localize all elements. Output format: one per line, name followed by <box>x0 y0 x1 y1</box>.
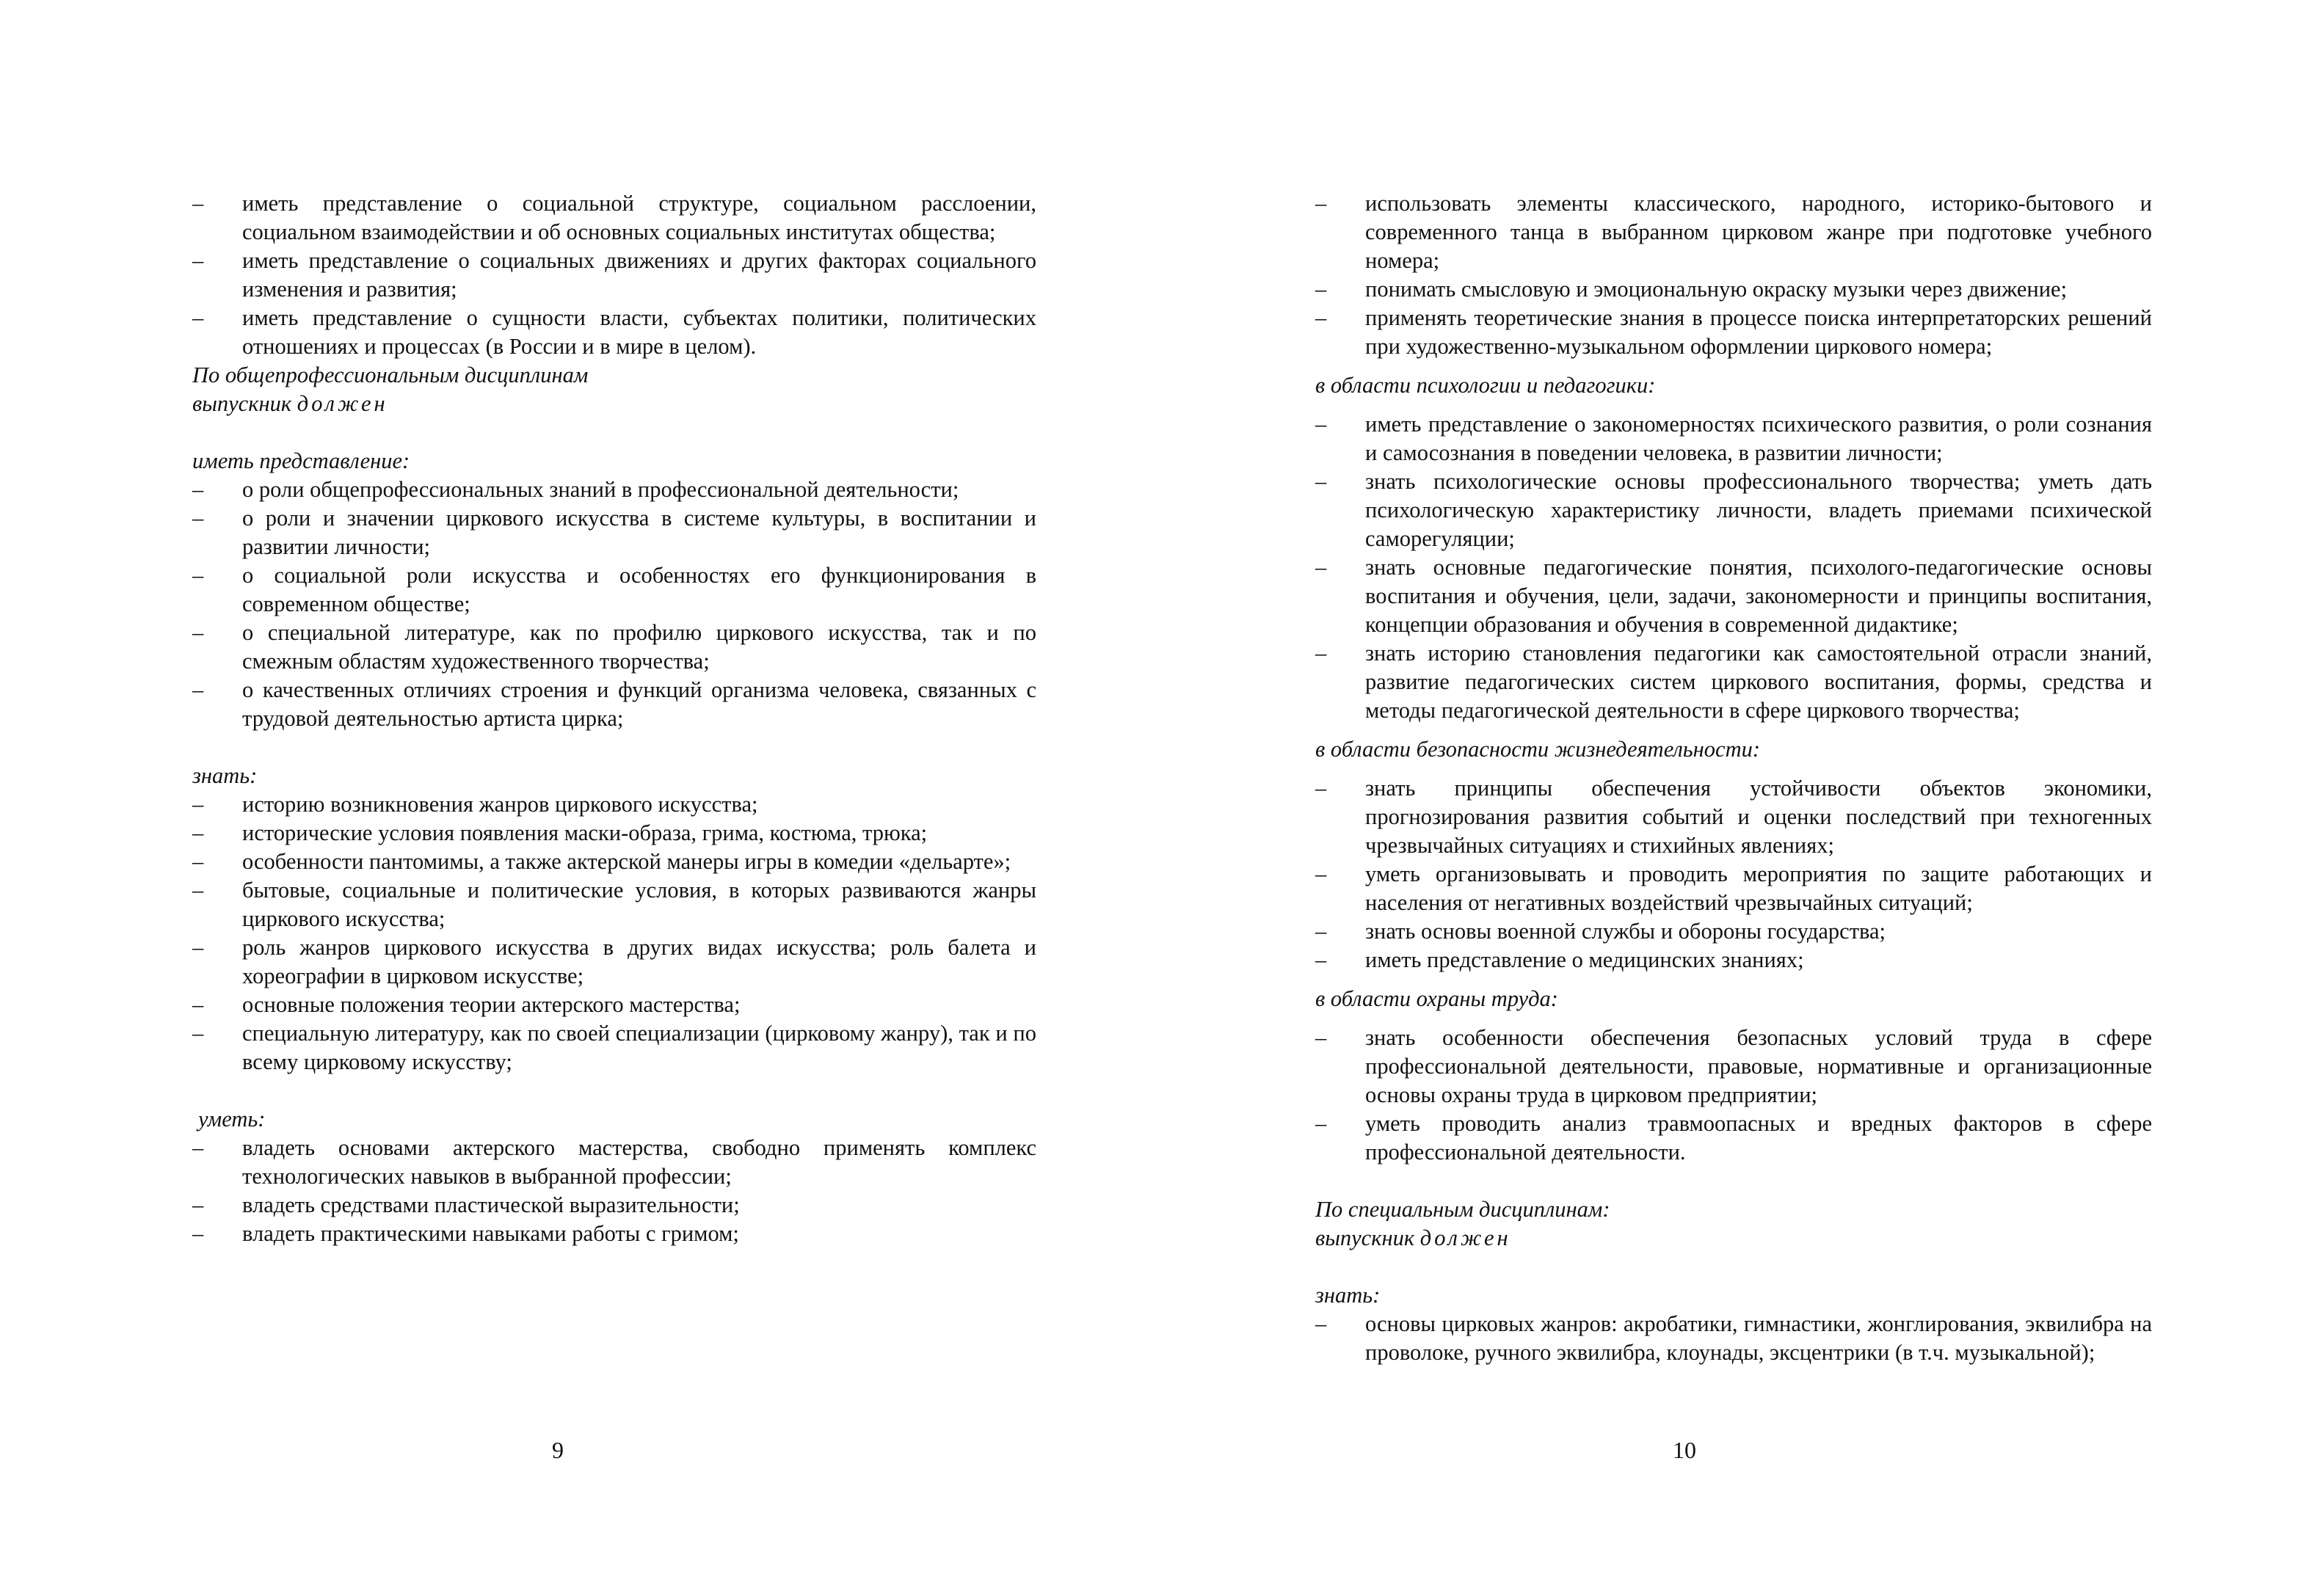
dash-bullet: – <box>192 563 204 588</box>
special-know-list <box>1315 1310 2152 1367</box>
list-item <box>192 304 1036 361</box>
list-item <box>192 619 1036 676</box>
list-item-text: владеть основами актерского мастерства, свободно применять комплекс технологических навыков в выбранной профессии; <box>242 1135 1036 1189</box>
list-item <box>192 676 1036 733</box>
labor-protection-list <box>1315 1024 2152 1167</box>
subheading-labor-protection: в области охраны труда: <box>1315 986 1558 1011</box>
list-item <box>192 819 1036 848</box>
page-number: 9 <box>552 1437 564 1463</box>
list-item <box>192 1220 1036 1248</box>
dash-bullet: – <box>1315 469 1327 494</box>
list-item <box>192 991 1036 1019</box>
general-disciplines-heading: По общепрофессиональным дисциплинам <box>192 362 589 387</box>
list-item <box>1315 860 2152 917</box>
list-item-text: применять теоретические знания в процессе поиска интерпретаторских решений при художественно-музыкальном оформлении циркового номера; <box>1365 305 2152 359</box>
dash-bullet: – <box>1315 919 1327 944</box>
dash-bullet: – <box>192 248 204 273</box>
dash-bullet: – <box>192 1135 204 1160</box>
list-item-text: основы цирковых жанров: акробатики, гимнастики, жонглирования, эквилибра на проволоке, ручного эквилибра, клоунады, эксцентрики (в т.ч. музыкальной); <box>1365 1311 2152 1365</box>
page-number: 10 <box>1673 1437 1696 1463</box>
list-item <box>1315 1109 2152 1167</box>
dash-bullet: – <box>1315 191 1327 216</box>
graduate-must-line <box>192 390 1036 418</box>
list-item <box>192 247 1036 304</box>
dash-bullet: – <box>1315 412 1327 437</box>
dash-bullet: – <box>1315 776 1327 801</box>
list-item <box>1315 553 2152 639</box>
psychology-list <box>1315 410 2152 725</box>
list-item-text: иметь представление о социальной структуре, социальном расслоении, социальном взаимодействии и об основных социальных институтах общества; <box>242 191 1036 244</box>
list-item <box>192 475 1036 504</box>
graduate-prefix: выпускник <box>1315 1225 1415 1250</box>
list-item <box>192 933 1036 991</box>
list-item-text: особенности пантомимы, а также актерской манеры игры в комедии «дельарте»; <box>242 849 1011 874</box>
list-item-text: знать основные педагогические понятия, психолого-педагогические основы воспитания и обучения, цели, задачи, закономерности и принципы воспитания, концепции образования и обучения в современной дидактике; <box>1365 555 2152 637</box>
list-item-text: владеть практическими навыками работы с гримом; <box>242 1221 739 1246</box>
subheading-psychology: в области психологии и педагогики: <box>1315 373 1656 398</box>
list-item-text: использовать элементы классического, народного, историко-бытового и современного танца в выбранном цирковом жанре при подготовке учебного номера; <box>1365 191 2152 273</box>
list-item-text: иметь представление о социальных движениях и других факторах социального изменения и развития; <box>242 248 1036 302</box>
list-item-text: роль жанров циркового искусства в других видах искусства; роль балета и хореографии в цирковом искусстве; <box>242 935 1036 988</box>
dash-bullet: – <box>192 506 204 531</box>
list-item-text: иметь представление о сущности власти, субъектах политики, политических отношениях и процессах (в России и в мире в целом). <box>242 305 1036 359</box>
list-item-text: исторические условия появления маски-образа, грима, костюма, трюка; <box>242 820 928 845</box>
list-item <box>1315 189 2152 275</box>
list-item-text: о социальной роли искусства и особенностях его функционирования в современном обществе; <box>242 563 1036 616</box>
subheading-can: уметь: <box>198 1107 266 1132</box>
graduate-must: должен <box>1419 1225 1511 1250</box>
dash-bullet: – <box>1315 1311 1327 1336</box>
list-item-text: понимать смысловую и эмоциональную окраску музыки через движение; <box>1365 277 2068 302</box>
dash-bullet: – <box>192 878 204 903</box>
subheading-know: знать: <box>1315 1283 1381 1308</box>
list-item-text: иметь представление о закономерностях психического развития, о роли сознания и самосознания в поведении человека, в развитии личности; <box>1365 412 2152 465</box>
dash-bullet: – <box>192 677 204 702</box>
list-item <box>1315 304 2152 361</box>
list-item-text: о роли и значении циркового искусства в системе культуры, в воспитании и развитии личности; <box>242 506 1036 559</box>
list-item <box>1315 774 2152 860</box>
dash-bullet: – <box>1315 1025 1327 1050</box>
left-block1-list <box>192 189 1036 361</box>
special-disciplines-heading: По специальным дисциплинам: <box>1315 1197 1610 1222</box>
subheading-have-notion: иметь представление: <box>192 448 410 473</box>
dash-bullet: – <box>192 1221 204 1246</box>
dash-bullet: – <box>192 1192 204 1217</box>
dash-bullet: – <box>1315 641 1327 666</box>
dash-bullet: – <box>1315 947 1327 972</box>
list-item-text: историю возникновения жанров циркового искусства; <box>242 792 758 817</box>
graduate-must-line <box>1315 1224 2152 1253</box>
list-item <box>1315 467 2152 553</box>
list-item-text: знать основы военной службы и обороны государства; <box>1365 919 1886 944</box>
list-item <box>1315 1024 2152 1109</box>
dash-bullet: – <box>192 1021 204 1046</box>
list-item-text: знать психологические основы профессионального творчества; уметь дать психологическую характеристику личности, владеть приемами психической саморегуляции; <box>1365 469 2152 551</box>
list-item-text: знать историю становления педагогики как самостоятельной отрасли знаний, развитие педагогических систем циркового воспитания, формы, средства и методы педагогической деятельности в сфере циркового творчества; <box>1365 641 2152 723</box>
list-item-text: знать принципы обеспечения устойчивости объектов экономики, прогнозирования развития событий и оценки последствий при техногенных чрезвычайных ситуациях и стихийных явлениях; <box>1365 776 2152 858</box>
dash-bullet: – <box>192 820 204 845</box>
right-page <box>1156 0 2312 1596</box>
list-item <box>1315 946 2152 974</box>
list-item-text: уметь проводить анализ травмоопасных и вредных факторов в сфере профессиональной деятельности. <box>1365 1111 2152 1165</box>
list-item <box>192 561 1036 619</box>
dash-bullet: – <box>1315 555 1327 580</box>
list-item <box>192 189 1036 247</box>
list-item-text: владеть средствами пластической выразительности; <box>242 1192 740 1217</box>
list-item <box>1315 639 2152 725</box>
dash-bullet: – <box>192 191 204 216</box>
dash-bullet: – <box>1315 305 1327 330</box>
dash-bullet: – <box>192 992 204 1017</box>
list-item <box>192 848 1036 876</box>
list-item-text: уметь организовывать и проводить мероприятия по защите работающих и населения от негативных воздействий чрезвычайных ситуаций; <box>1365 861 2152 915</box>
safety-list <box>1315 774 2152 974</box>
list-item-text: о специальной литературе, как по профилю циркового искусства, так и по смежным областям художественного творчества; <box>242 620 1036 674</box>
dash-bullet: – <box>192 620 204 645</box>
list-item <box>192 790 1036 819</box>
right-text-column <box>1315 189 2152 1367</box>
subheading-know: знать: <box>192 763 258 788</box>
list-item <box>1315 275 2152 304</box>
list-item <box>192 876 1036 933</box>
know-list <box>192 790 1036 1076</box>
right-block1-list <box>1315 189 2152 361</box>
graduate-must: должен <box>297 391 388 416</box>
list-item-text: основные положения теории актерского мастерства; <box>242 992 741 1017</box>
dash-bullet: – <box>1315 1111 1327 1136</box>
list-item-text: знать особенности обеспечения безопасных условий труда в сфере профессиональной деятельности, правовые, нормативные и организационные основы охраны труда в цирковом предприятии; <box>1365 1025 2152 1107</box>
can-list <box>192 1134 1036 1248</box>
list-item <box>1315 410 2152 467</box>
list-item <box>1315 1310 2152 1367</box>
list-item <box>192 1134 1036 1191</box>
dash-bullet: – <box>192 477 204 502</box>
list-item <box>192 504 1036 561</box>
dash-bullet: – <box>1315 277 1327 302</box>
list-item <box>192 1019 1036 1076</box>
subheading-safety: в области безопасности жизнедеятельности: <box>1315 737 1761 762</box>
list-item <box>1315 917 2152 946</box>
list-item-text: бытовые, социальные и политические условия, в которых развиваются жанры циркового искусства; <box>242 878 1036 931</box>
left-text-column <box>192 189 1036 1248</box>
dash-bullet: – <box>1315 861 1327 886</box>
dash-bullet: – <box>192 849 204 874</box>
dash-bullet: – <box>192 305 204 330</box>
list-item-text: специальную литературу, как по своей специализации (цирковому жанру), так и по всему цирковому искусству; <box>242 1021 1036 1074</box>
list-item-text: иметь представление о медицинских знаниях; <box>1365 947 1804 972</box>
list-item <box>192 1191 1036 1220</box>
dash-bullet: – <box>192 792 204 817</box>
list-item-text: о качественных отличиях строения и функций организма человека, связанных с трудовой деятельностью артиста цирка; <box>242 677 1036 731</box>
have-notion-list <box>192 475 1036 733</box>
list-item-text: о роли общепрофессиональных знаний в профессиональной деятельности; <box>242 477 959 502</box>
dash-bullet: – <box>192 935 204 960</box>
graduate-prefix: выпускник <box>192 391 292 416</box>
